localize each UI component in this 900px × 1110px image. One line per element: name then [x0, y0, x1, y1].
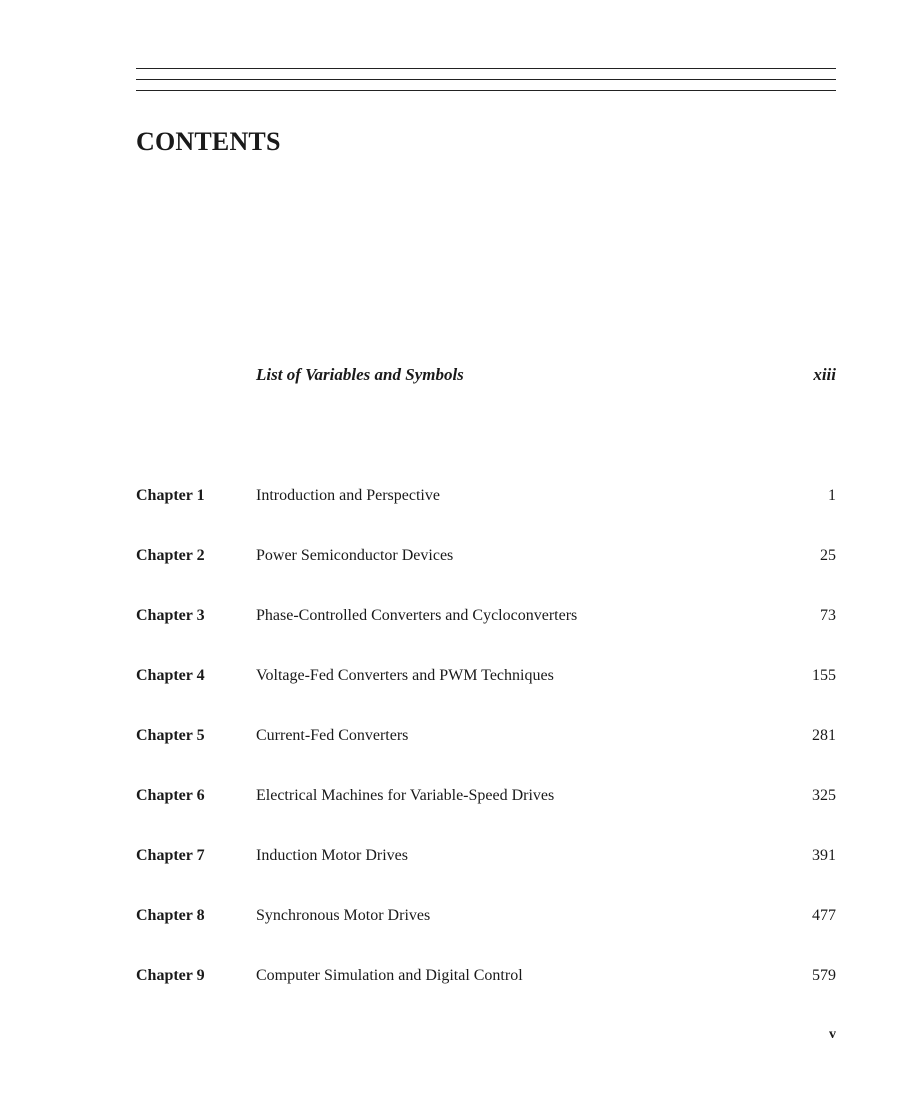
chapter-label: Chapter 2 [136, 547, 205, 564]
chapter-page: 391 [812, 847, 836, 864]
chapter-title: Power Semiconductor Devices [256, 547, 454, 564]
chapter-entry-3[interactable] [136, 603, 836, 629]
chapter-title: Current-Fed Converters [256, 727, 409, 744]
chapter-title: Introduction and Perspective [256, 487, 440, 504]
chapter-title: Induction Motor Drives [256, 847, 408, 864]
chapter-title: Electrical Machines for Variable-Speed Drives [256, 787, 555, 804]
chapter-page: 155 [812, 667, 836, 684]
chapter-entry-2[interactable] [136, 543, 836, 569]
chapter-label: Chapter 4 [136, 667, 205, 684]
chapter-label: Chapter 6 [136, 787, 205, 804]
chapter-label: Chapter 5 [136, 727, 205, 744]
chapter-entry-6[interactable] [136, 783, 836, 809]
page-title: CONTENTS [136, 127, 281, 156]
page-number: v [829, 1027, 836, 1042]
chapter-label: Chapter 7 [136, 847, 205, 864]
chapter-title: Computer Simulation and Digital Control [256, 967, 523, 984]
front-matter-page: xiii [813, 365, 836, 384]
chapter-page: 281 [812, 727, 836, 744]
chapter-page: 25 [820, 547, 836, 564]
header-rule-bottom [136, 90, 836, 91]
chapter-page: 325 [812, 787, 836, 804]
chapter-title: Phase-Controlled Converters and Cycloconverters [256, 607, 578, 624]
chapter-entry-5[interactable] [136, 723, 836, 749]
chapter-entry-4[interactable] [136, 663, 836, 689]
chapter-entry-7[interactable] [136, 843, 836, 869]
front-matter-entry[interactable] [256, 362, 836, 388]
header-rule-top [136, 68, 836, 69]
chapter-label: Chapter 9 [136, 967, 205, 984]
chapter-title: Voltage-Fed Converters and PWM Techniques [256, 667, 554, 684]
chapter-entry-8[interactable] [136, 903, 836, 929]
chapter-page: 477 [812, 907, 836, 924]
chapter-page: 73 [820, 607, 836, 624]
chapter-label: Chapter 1 [136, 487, 205, 504]
chapter-page: 1 [828, 487, 836, 504]
chapter-entry-9[interactable] [136, 963, 836, 989]
chapter-label: Chapter 3 [136, 607, 205, 624]
chapter-title: Synchronous Motor Drives [256, 907, 431, 924]
chapter-label: Chapter 8 [136, 907, 205, 924]
front-matter-label: List of Variables and Symbols [256, 365, 464, 384]
header-rule-middle [136, 79, 836, 80]
chapter-entry-1[interactable] [136, 483, 836, 509]
chapter-page: 579 [812, 967, 836, 984]
